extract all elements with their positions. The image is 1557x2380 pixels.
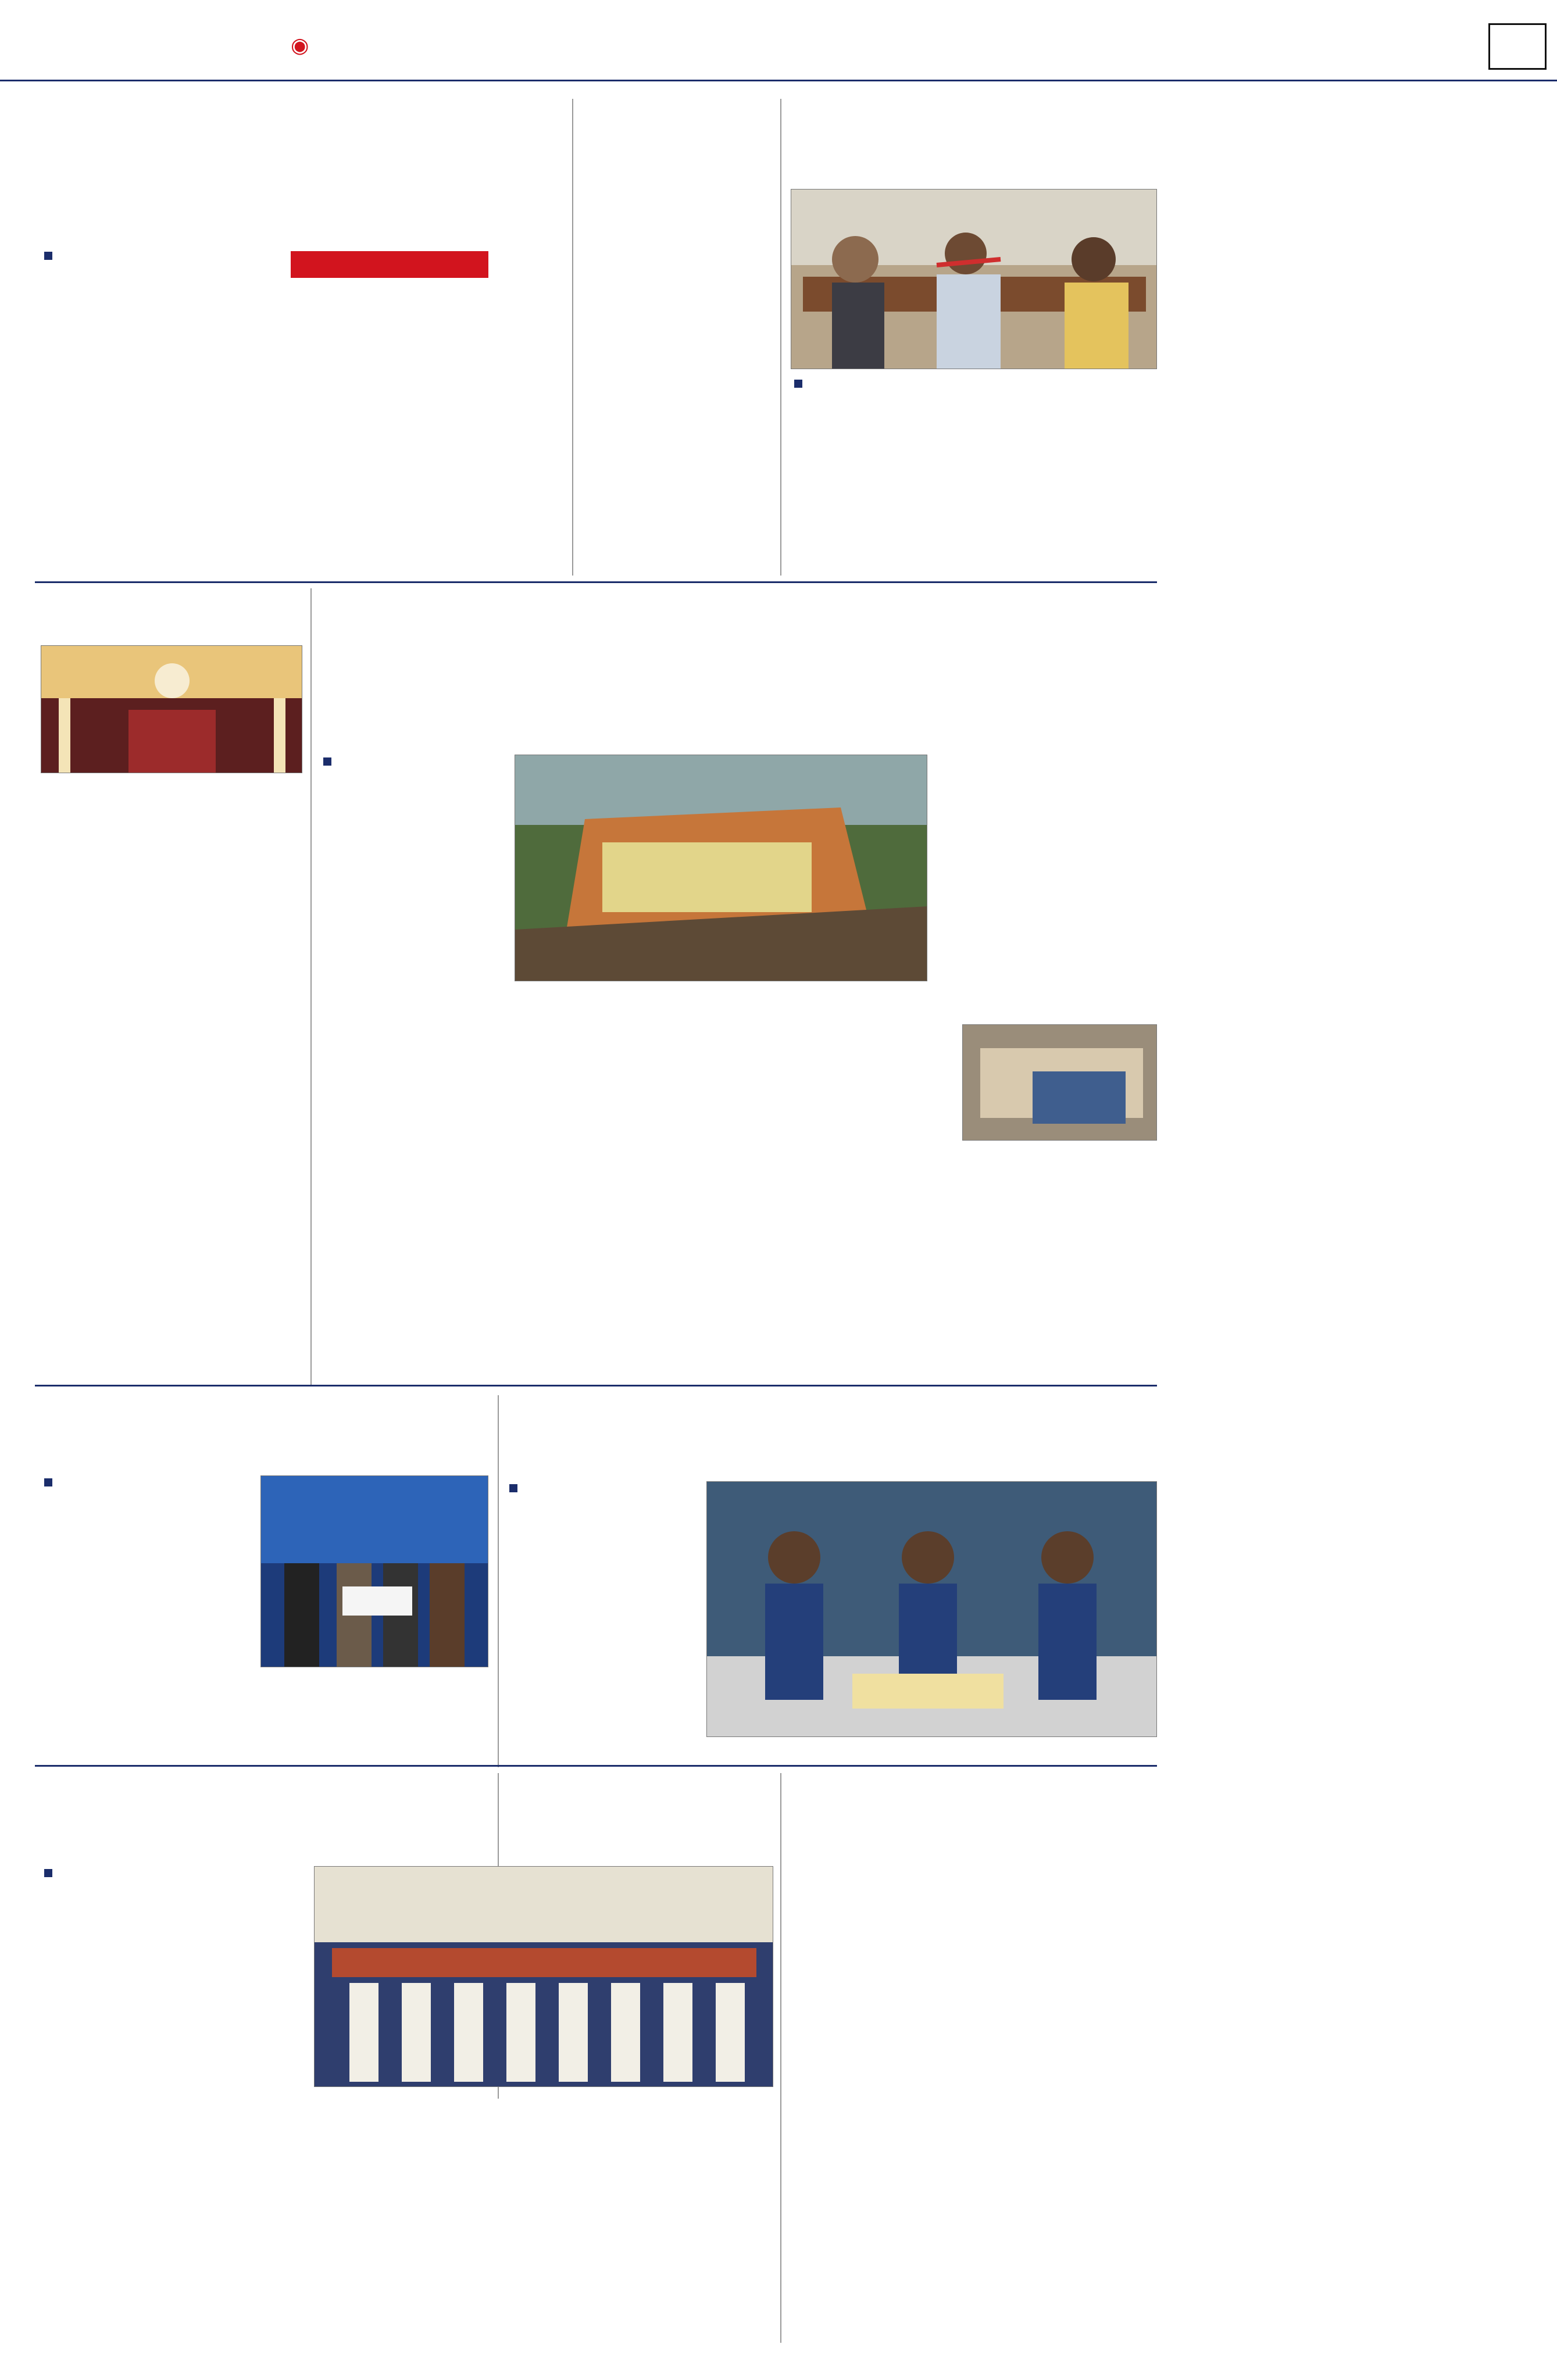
ramayan-mela-photo [41,645,302,773]
technofest-photo [706,1481,1157,1737]
photo-illustration [41,646,302,773]
story3-byline [791,377,806,391]
satna-house-photo [962,1024,1157,1141]
story1-byline [41,249,56,263]
page-number [1488,23,1547,70]
story6-byline [41,1475,56,1490]
quote-label [291,251,488,278]
spacer [35,1767,1157,1773]
quote-col-2 [387,285,561,570]
story8-byline [41,1866,56,1881]
story3-body [791,410,1157,576]
quote-1-text [218,288,375,399]
story9-body [791,1866,971,2337]
satna-body [744,1024,954,1175]
story5-byline [320,755,335,769]
story5-body-col2 [515,1005,706,1173]
website-link[interactable] [291,34,309,58]
quote-2-text [387,288,561,399]
divider [35,581,1157,583]
photo-illustration [791,190,1157,369]
column-divider [572,99,573,576]
photo-illustration [963,1025,1157,1141]
page-header [0,0,1557,81]
quote-4-text [387,407,561,494]
award-photo [260,1475,488,1667]
column-divider [780,1773,781,2343]
story5-body-col1 [320,788,506,1172]
globe-icon: ◉ [291,34,309,58]
quote-col-1 [218,285,375,570]
jamboree-photo [314,1866,773,2087]
quote-3-text [218,407,375,494]
story8-body1 [41,1904,302,2337]
story1-body [41,285,203,576]
story8-body2 [314,2093,773,2337]
photo-illustration [315,1867,773,2087]
truck-accident-photo [515,755,927,981]
column-divider [780,99,781,576]
story2-body [581,192,773,576]
divider [35,1765,1157,1767]
photo-illustration [515,755,927,981]
crane-body [937,779,1157,994]
story7-byline [506,1481,521,1496]
photo-illustration [261,1476,488,1667]
divider [35,1385,1157,1386]
farmer-flute-photo [791,189,1157,369]
story4-body [41,779,302,1384]
photo-illustration [707,1482,1157,1737]
column-divider [310,588,312,1385]
